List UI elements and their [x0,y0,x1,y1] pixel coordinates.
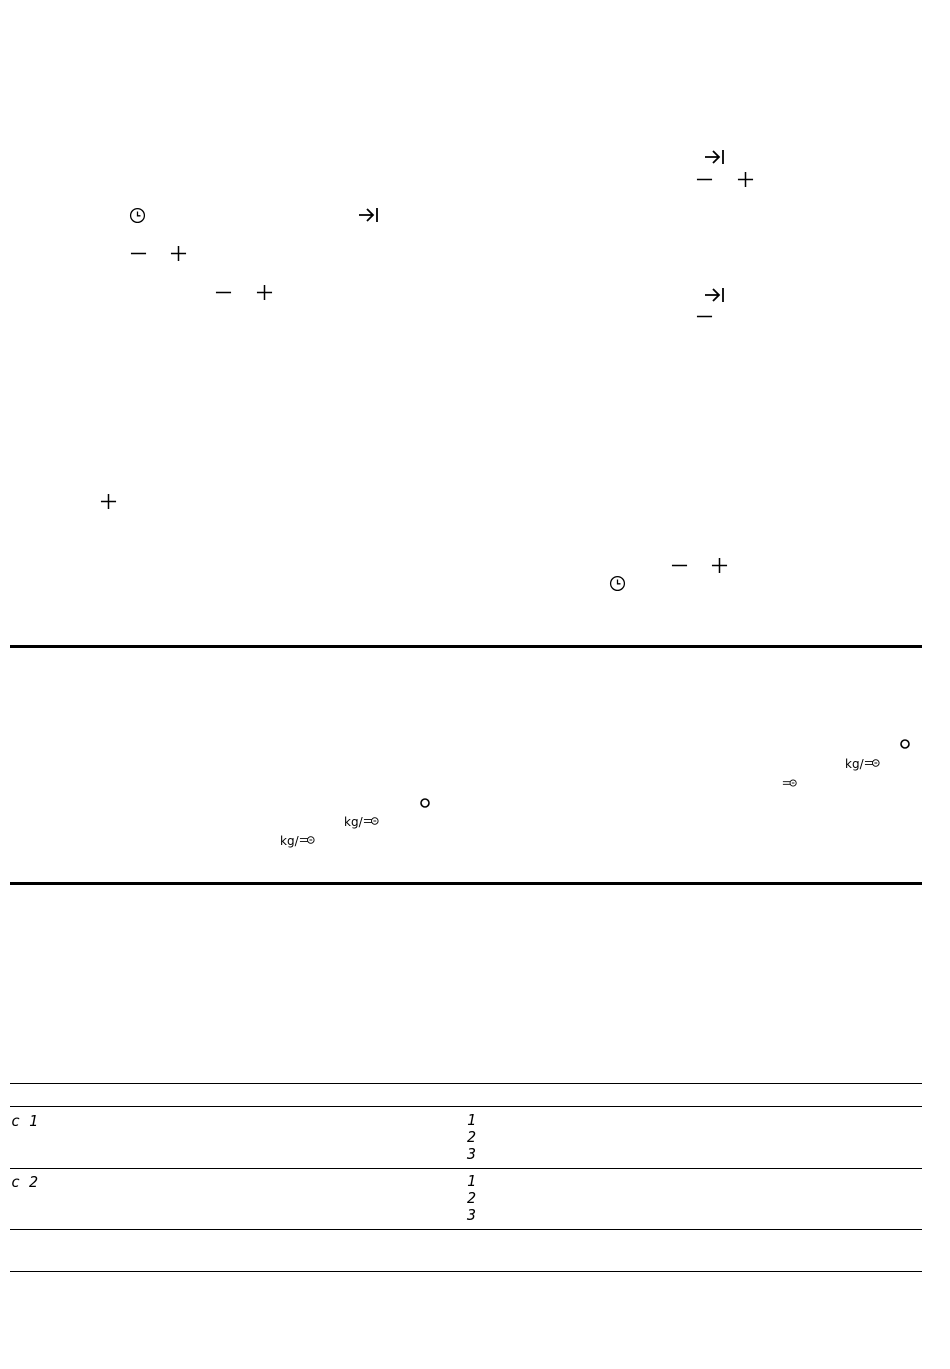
weight-probe-label: kg/ [280,834,316,848]
minus-icon [671,557,688,574]
weight-probe-label: kg/ [344,815,380,829]
section-divider [10,645,922,648]
table-top-rule [10,1083,922,1084]
display-code-c1: c 1 [11,1112,39,1130]
skip-to-end-icon [358,206,380,224]
plus-icon [256,284,273,301]
plus-icon [100,493,117,510]
clock-icon [609,575,626,592]
display-code-c2: c 2 [11,1173,39,1191]
display-level-3: 3 [467,1206,477,1224]
minus-icon [215,284,232,301]
display-level-2: 2 [467,1128,477,1146]
section-divider [10,882,922,885]
ring-icon [419,797,431,809]
display-level-3: 3 [467,1145,477,1163]
meat-probe-icon [363,815,380,829]
display-level-1: 1 [467,1172,477,1190]
meat-probe-icon [864,757,881,771]
clock-icon [129,207,146,224]
plus-icon [170,245,187,262]
skip-to-end-icon [704,286,726,304]
display-level-2: 2 [467,1189,477,1207]
table-row-rule [10,1229,922,1230]
meat-probe-icon [782,778,798,788]
plus-icon [711,557,728,574]
table-header-rule [10,1106,922,1107]
ring-icon [899,738,911,750]
plus-icon [737,171,754,188]
table-bottom-rule [10,1271,922,1272]
table-row-rule [10,1168,922,1169]
display-level-1: 1 [467,1111,477,1129]
minus-icon [696,308,713,325]
weight-probe-label: kg/ [845,757,881,771]
minus-icon [130,245,147,262]
skip-to-end-icon [704,148,726,166]
minus-icon [696,171,713,188]
meat-probe-icon [299,834,316,848]
